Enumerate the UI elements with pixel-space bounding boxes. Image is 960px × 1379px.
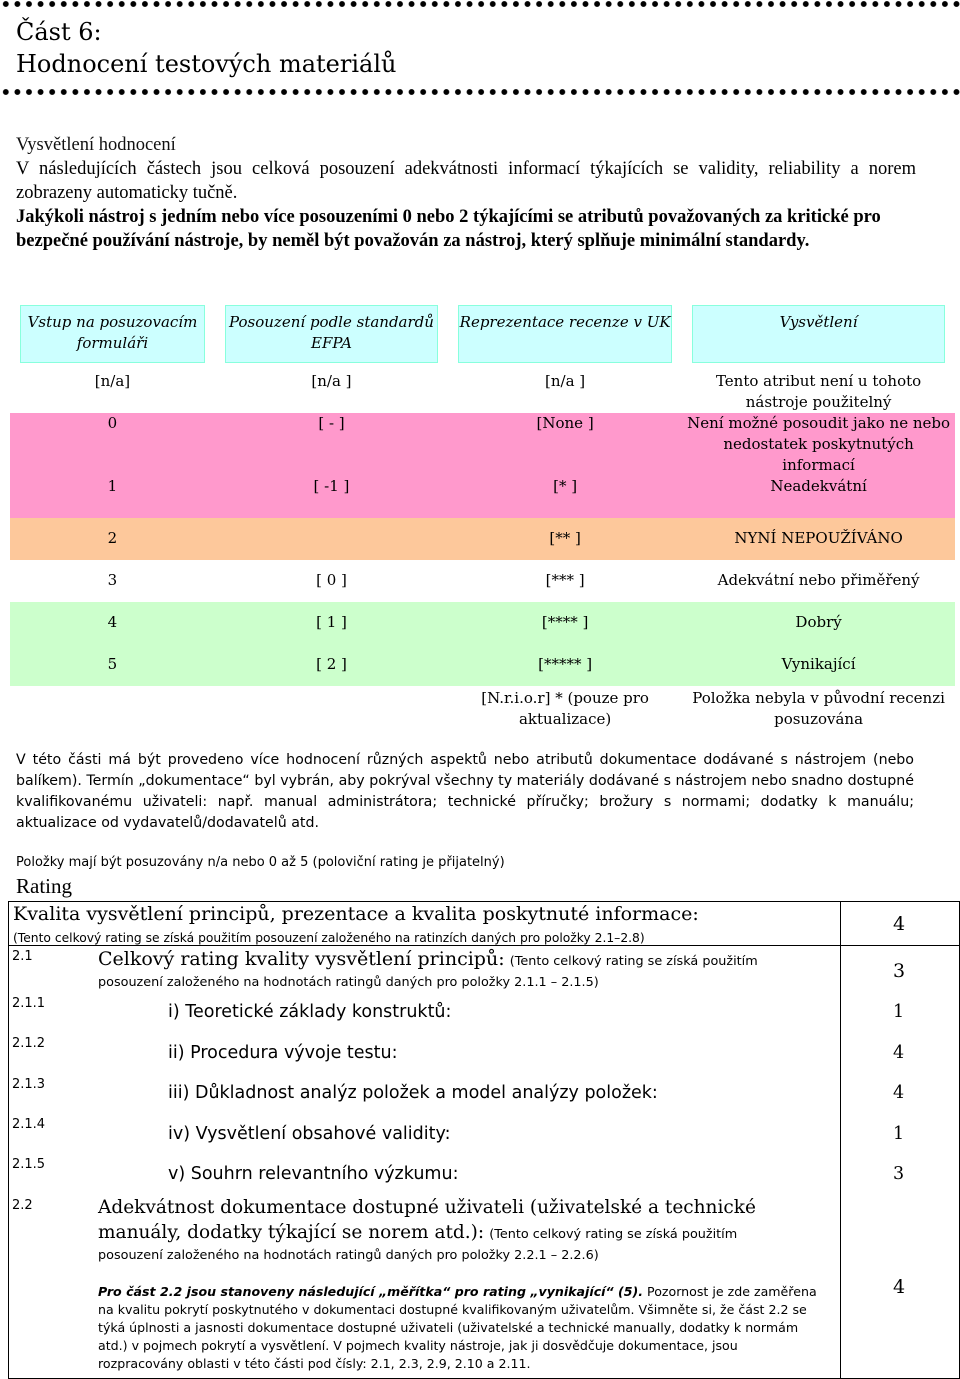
item-label: ii) Procedura vývoje testu:	[168, 1043, 398, 1063]
header-efpa: Posouzení podle standardů EFPA	[225, 305, 438, 363]
item-code: 2.1.1	[12, 996, 46, 1011]
section-2-1-heading: Celkový rating kvality vysvětlení principů:	[98, 948, 505, 970]
item-label: iii) Důkladnost analýz položek a model analýzy položek:	[168, 1083, 658, 1103]
row-uk: [n/a ]	[545, 372, 586, 390]
section-2-1-subtitle-2: posouzení založeného na hodnotách ratingů daných pro položky 2.1.1 – 2.1.5)	[98, 975, 599, 990]
row-explanation: Tento atribut není u tohoto nástroje použitelný	[715, 372, 922, 411]
row-uk: [** ]	[549, 529, 581, 547]
rating-heading: Rating	[16, 874, 72, 898]
section-2-2-subtitle-2: posouzení založeného na hodnotách ratingů daných pro položky 2.2.1 – 2.2.6)	[98, 1248, 599, 1263]
item-label: i) Teoretické základy konstruktů:	[168, 1002, 452, 1022]
row-explanation: NYNÍ NEPOUŽÍVÁNO	[734, 529, 903, 547]
item-label: iv) Vysvětlení obsahové validity:	[168, 1124, 451, 1144]
header-explanation: Vysvětlení	[692, 305, 945, 363]
section-2-1-value: 3	[893, 960, 906, 982]
row-efpa: [ 0 ]	[316, 571, 347, 589]
rating-key-table	[10, 305, 955, 730]
item-label: v) Souhrn relevantního výzkumu:	[168, 1164, 459, 1184]
part-number: Část 6:	[16, 18, 102, 46]
dotted-rule-bottom	[0, 88, 960, 96]
row-efpa: [ 1 ]	[316, 613, 347, 631]
row-explanation: Adekvátní nebo přiměřený	[717, 571, 920, 589]
section-2-2-note-emphasis: Pro část 2.2 jsou stanoveny následující „měřítka“ pro rating „vynikající“ (5).	[98, 1284, 644, 1299]
row-explanation: Položka nebyla v původní recenzi posuzována	[692, 689, 945, 728]
header-input: Vstup na posuzovacím formuláři	[20, 305, 205, 363]
item-value: 4	[893, 1043, 905, 1063]
section-2-2-note-text: Pozornost je zde zaměřena na kvalitu pokrytí poskytnutého v dokumentaci dostupné kvalifikovaným uživatelům. Všimněte si, že část 2.2 se týká úplnosti a jasnosti dokumentace dostupné uživateli (uživatelské a technické manually, dodatky k normám atd.) v pojmech pokrytí a vysvětlení. V pojmech kvality nástroje, jak ji dosvědčuje dokumentace, jsou rozpracovány oblasti v této části pod čísly: 2.1, 2.3, 2.9, 2.10 a 2.11.	[98, 1284, 817, 1371]
table-row	[10, 560, 955, 602]
row-input: 2	[107, 529, 118, 547]
intro-text: V následujících částech jsou celková posouzení adekvátnosti informací týkajících se validity, reliability a norem zobrazeny automaticky tučně.	[16, 159, 916, 203]
dotted-rule-top	[0, 0, 960, 8]
item-code: 2.1.4	[12, 1117, 46, 1132]
row-efpa: [ - ]	[318, 414, 345, 432]
table-row	[10, 602, 955, 644]
section-2-1-title	[98, 948, 833, 970]
row-input: 4	[107, 613, 118, 631]
item-value: 3	[893, 1164, 905, 1184]
row-explanation: Není možné posoudit jako ne nebo nedostatek poskytnutých informací	[687, 414, 951, 474]
documentation-paragraph: V této části má být provedeno více hodnocení různých aspektů nebo atributů dokumentace dodávané s nástrojem (nebo balíkem). Termín „dokumentace“ byl vybrán, aby pokrýval všechny ty materiály dodávané s nástrojem nebo snadno dostupné kvalifikovanému uživateli: např. manual administrátora; technické příručky; brožury s normami; dodatky k manuálu; aktualizace od vydavatelů/dodavatelů atd.	[16, 752, 914, 831]
rating-main-value: 4	[893, 913, 906, 935]
item-value: 1	[893, 1124, 905, 1144]
key-table-header	[10, 305, 955, 369]
section-2-2-subtitle: (Tento celkový rating se získá použitím	[489, 1227, 738, 1242]
item-code: 2.1.2	[12, 1036, 46, 1051]
row-uk: [N.r.i.o.r] * (pouze pro aktualizace)	[481, 689, 649, 728]
section-2-2-title-2	[98, 1222, 833, 1243]
table-row	[10, 413, 955, 476]
row-explanation: Neadekvátní	[770, 477, 867, 495]
item-code: 2.1.5	[12, 1157, 46, 1172]
header-uk: Reprezentace recenze v UK	[458, 305, 672, 363]
table-row	[10, 476, 955, 518]
row-uk: [* ]	[553, 477, 578, 495]
table-row	[10, 369, 955, 413]
row-explanation: Dobrý	[795, 613, 842, 631]
item-value: 4	[893, 1083, 905, 1103]
row-input: 1	[107, 477, 118, 495]
row-uk: [***** ]	[538, 655, 593, 673]
row-input: [n/a]	[94, 372, 131, 390]
row-uk: [*** ]	[545, 571, 585, 589]
intro-critical-note: Jakýkoli nástroj s jedním nebo více posouzeními 0 nebo 2 týkajícími se atributů považovaných za kritické pro bezpečné používání nástroje, by neměl být považován za nástroj, který splňuje minimální standardy.	[16, 207, 881, 251]
table-row	[10, 686, 955, 730]
section-code: 2.1	[12, 949, 33, 964]
row-input: 3	[107, 571, 118, 589]
rating-note: Položky mají být posuzovány n/a nebo 0 až 5 (poloviční rating je přijatelný)	[16, 855, 505, 870]
row-uk: [**** ]	[541, 613, 589, 631]
row-efpa: [ 2 ]	[316, 655, 347, 673]
row-efpa: [ -1 ]	[313, 477, 350, 495]
section-2-2-heading: manuály, dodatky týkající se norem atd.):	[98, 1222, 485, 1243]
rating-main-subtitle: (Tento celkový rating se získá použitím posouzení založeného na ratinzích daných pro položky 2.1–2.8)	[13, 931, 645, 945]
row-input: 0	[107, 414, 118, 432]
row-uk: [None ]	[536, 414, 594, 432]
item-value: 1	[893, 1002, 905, 1022]
row-efpa: [n/a ]	[311, 372, 352, 390]
table-row	[10, 644, 955, 686]
section-code: 2.2	[12, 1198, 33, 1213]
row-efpa	[215, 518, 448, 560]
page-header	[16, 16, 396, 80]
row-input	[10, 686, 215, 730]
intro-heading: Vysvětlení hodnocení	[16, 135, 176, 155]
row-explanation: Vynikající	[781, 655, 856, 673]
section-2-1-subtitle: (Tento celkový rating se získá použitím	[509, 954, 758, 969]
section-2-2-title-1: Adekvátnost dokumentace dostupné uživateli (uživatelské a technické	[98, 1197, 756, 1218]
item-code: 2.1.3	[12, 1077, 46, 1092]
intro-section	[16, 133, 916, 253]
section-2-2-value: 4	[893, 1276, 906, 1298]
rating-main-title: Kvalita vysvětlení principů, prezentace a kvalita poskytnuté informace:	[13, 903, 699, 925]
page-title: Hodnocení testových materiálů	[16, 50, 397, 78]
table-row	[10, 518, 955, 560]
section-2-2-note	[98, 1283, 823, 1373]
row-efpa	[215, 686, 448, 730]
row-input: 5	[107, 655, 118, 673]
